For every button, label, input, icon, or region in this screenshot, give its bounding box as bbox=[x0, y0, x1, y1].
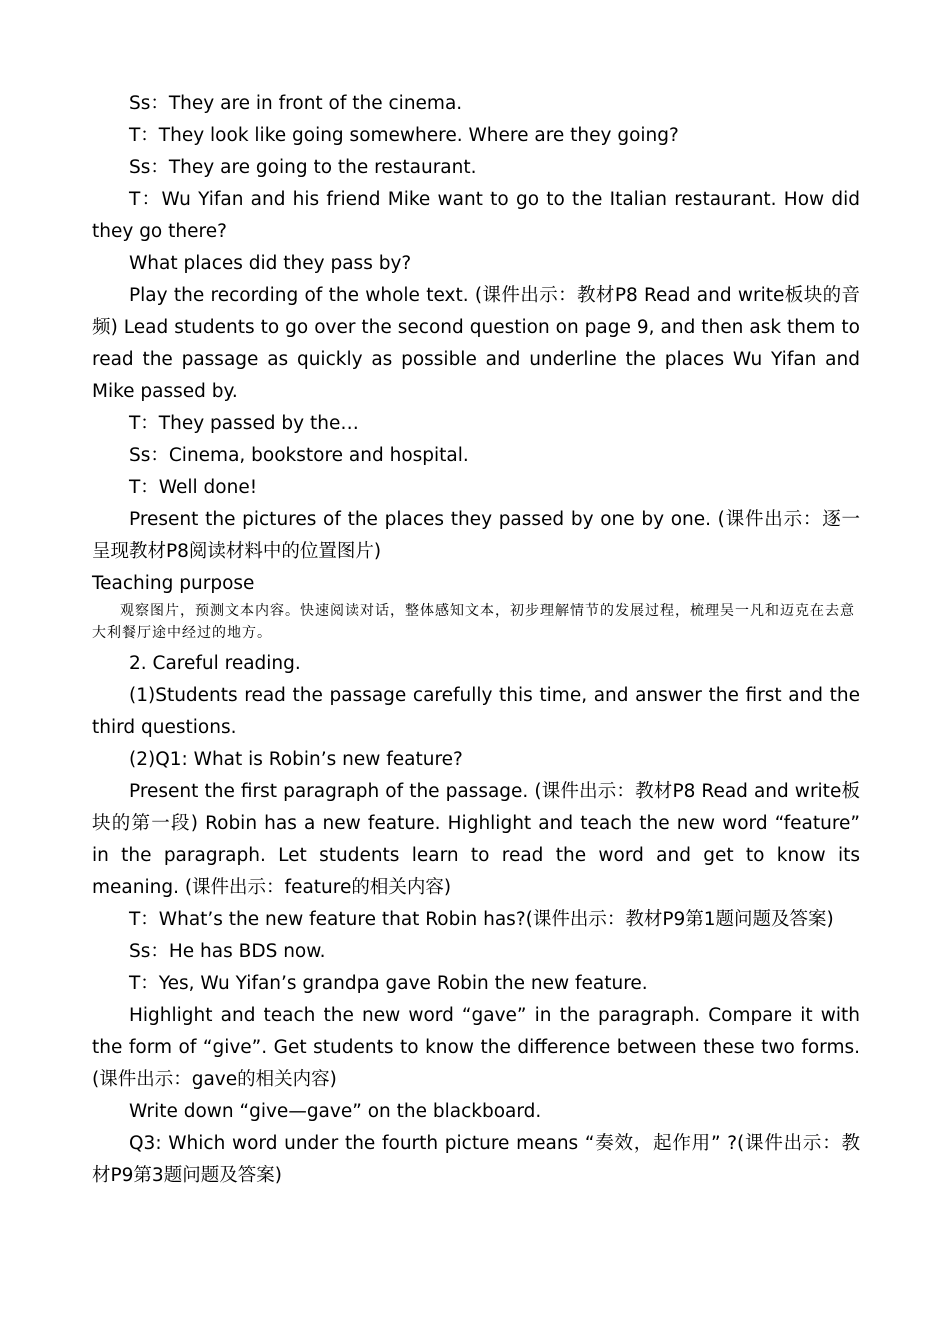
body-paragraph: Play the recording of the whole text. (课件出示：教材P8 Read and write板块的音频) Lead students to go over the second question on page 9, and then ask them to read the passage as quickly as possible and underline the places Wu Yifan and Mike passed by. bbox=[92, 285, 860, 402]
dialogue-line: T：Wu Yifan and his friend Mike want to go to the Italian restaurant. How did they go there? bbox=[92, 189, 860, 242]
question-line: (2)Q1: What is Robin’s new feature? bbox=[129, 749, 463, 770]
body-paragraph: (1)Students read the passage carefully this time, and answer the first and the third questions. bbox=[92, 685, 860, 738]
dialogue-line: Ss：They are in front of the cinema. bbox=[129, 93, 463, 114]
dialogue-line: T：Yes, Wu Yifan’s grandpa gave Robin the new feature. bbox=[129, 973, 648, 994]
body-paragraph: Present the first paragraph of the passage. (课件出示：教材P8 Read and write板块的第一段) Robin has a new feature. Highlight and teach the new word “feature” in the paragraph. Let students learn to read the word and get to know its meaning. (课件出示：feature的相关内容) bbox=[92, 781, 860, 898]
dialogue-line: T：Well done! bbox=[129, 477, 258, 498]
section-subheading: 2. Careful reading. bbox=[129, 653, 301, 674]
body-paragraph: Highlight and teach the new word “gave” in the paragraph. Compare it with the form of “give”. Get students to know the difference between these two forms. (课件出示：gave的相关内容) bbox=[92, 1005, 860, 1090]
dialogue-line: Ss：He has BDS now. bbox=[129, 941, 326, 962]
question-line: Q3: Which word under the fourth picture means “奏效，起作用” ?(课件出示：教材P9第3题问题及答案) bbox=[92, 1133, 860, 1186]
body-paragraph: Write down “give—gave” on the blackboard. bbox=[129, 1101, 542, 1122]
body-paragraph: Present the pictures of the places they passed by one by one. (课件出示：逐一呈现教材P8阅读材料中的位置图片) bbox=[92, 509, 860, 562]
body-paragraph: What places did they pass by? bbox=[129, 253, 412, 274]
dialogue-line: Ss：They are going to the restaurant. bbox=[129, 157, 477, 178]
dialogue-line: T：What’s the new feature that Robin has?(课件出示：教材P9第1题问题及答案) bbox=[129, 909, 834, 930]
dialogue-line: T：They look like going somewhere. Where are they going? bbox=[129, 125, 679, 146]
dialogue-line: Ss：Cinema, bookstore and hospital. bbox=[129, 445, 469, 466]
dialogue-line: T：They passed by the… bbox=[129, 413, 359, 434]
document-page bbox=[92, 88, 860, 1192]
teaching-purpose-note: 观察图片，预测文本内容。快速阅读对话，整体感知文本，初步理解情节的发展过程，梳理吴一凡和迈克在去意大利餐厅途中经过的地方。 bbox=[92, 603, 855, 641]
section-heading: Teaching purpose bbox=[92, 573, 255, 594]
